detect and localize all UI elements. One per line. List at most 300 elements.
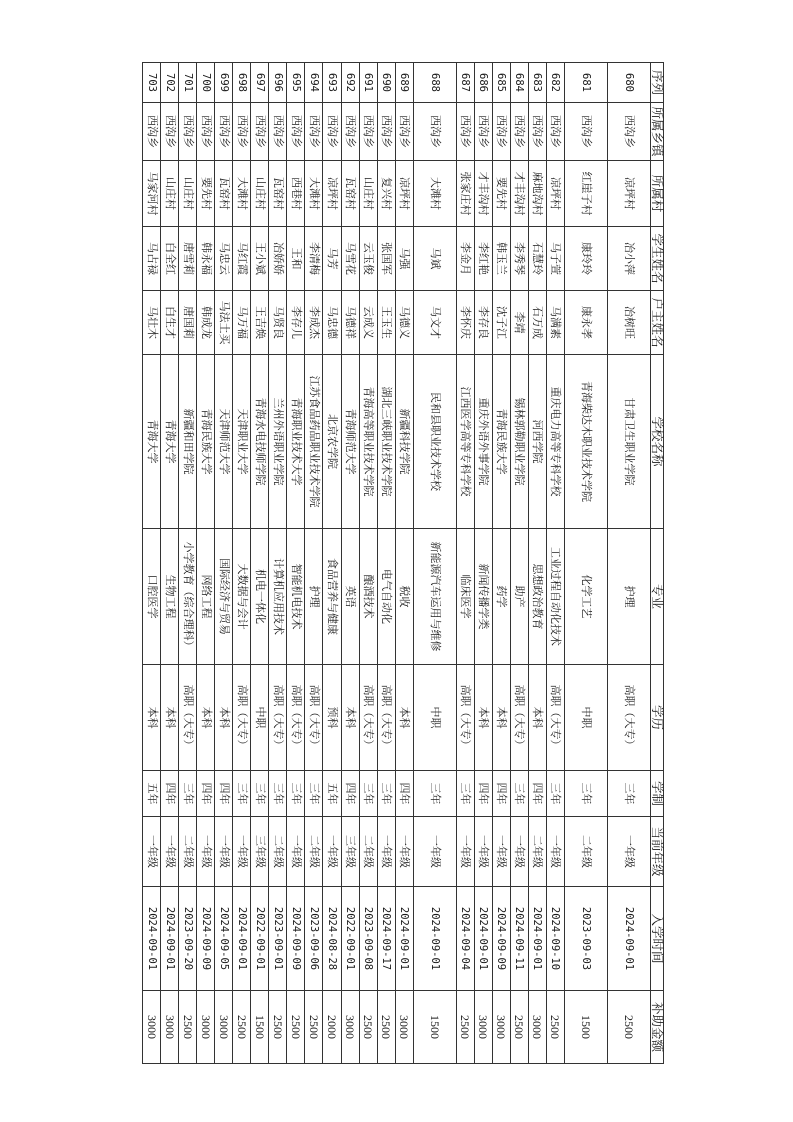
cell-town: 西沟乡	[395, 103, 413, 161]
cell-village: 大滩村	[413, 161, 456, 227]
cell-major: 机电一体化	[251, 529, 269, 665]
cell-householder: 白生才	[161, 291, 179, 355]
cell-enroll-date: 2024-09-10	[546, 887, 564, 991]
cell-school: 湖北三峡职业技术学院	[377, 355, 395, 529]
cell-seq: 690	[377, 63, 395, 103]
cell-grade: 一年级	[323, 817, 341, 887]
cell-major: 助产	[510, 529, 528, 665]
cell-householder: 马忠德	[323, 291, 341, 355]
cell-town: 西沟乡	[323, 103, 341, 161]
cell-enroll-date: 2024-09-01	[608, 887, 651, 991]
cell-grade: 一年级	[474, 817, 492, 887]
cell-amount: 2500	[305, 991, 323, 1064]
cell-enroll-date: 2024-09-01	[161, 887, 179, 991]
cell-education: 高职（大专）	[546, 665, 564, 771]
cell-householder: 王玉生	[377, 291, 395, 355]
cell-amount: 3000	[197, 991, 215, 1064]
header-town: 所属乡镇	[651, 103, 664, 161]
cell-student: 李秀琴	[510, 227, 528, 291]
cell-length: 三年	[251, 771, 269, 817]
cell-grade: 一年级	[492, 817, 510, 887]
cell-school: 青海师范大学	[341, 355, 359, 529]
cell-village: 大滩村	[233, 161, 251, 227]
cell-seq: 684	[510, 63, 528, 103]
cell-householder: 马贤良	[269, 291, 287, 355]
cell-enroll-date: 2023-09-06	[305, 887, 323, 991]
cell-major: 网络工程	[197, 529, 215, 665]
cell-enroll-date: 2023-09-20	[179, 887, 197, 991]
cell-enroll-date: 2024-09-01	[413, 887, 456, 991]
table-row	[341, 63, 359, 1064]
header-householder: 户主姓名	[651, 291, 664, 355]
table-row	[143, 63, 161, 1064]
cell-education: 本科	[197, 665, 215, 771]
header-village: 所属村	[651, 161, 664, 227]
cell-amount: 2500	[179, 991, 197, 1064]
cell-school: 重庆外语外事学院	[474, 355, 492, 529]
cell-length: 五年	[323, 771, 341, 817]
cell-length: 四年	[215, 771, 233, 817]
cell-seq: 689	[395, 63, 413, 103]
cell-town: 西沟乡	[197, 103, 215, 161]
cell-village: 山庄村	[179, 161, 197, 227]
cell-grade: 一年级	[413, 817, 456, 887]
cell-town: 西沟乡	[215, 103, 233, 161]
cell-seq: 681	[565, 63, 608, 103]
subsidy-table	[142, 62, 664, 1064]
cell-grade: 二年级	[305, 817, 323, 887]
cell-length: 三年	[305, 771, 323, 817]
cell-major: 新能源汽车运用与维修	[413, 529, 456, 665]
cell-seq: 703	[143, 63, 161, 103]
cell-village: 西巷村	[287, 161, 305, 227]
cell-amount: 2500	[546, 991, 564, 1064]
cell-major: 小学教育（综合理科）	[179, 529, 197, 665]
cell-major: 新闻传播学类	[474, 529, 492, 665]
cell-grade: 二年级	[359, 817, 377, 887]
cell-student: 李金月	[456, 227, 474, 291]
cell-school: 青海水电技师学院	[251, 355, 269, 529]
cell-amount: 2000	[323, 991, 341, 1064]
cell-village: 山庄村	[251, 161, 269, 227]
cell-education: 高职（大专）	[377, 665, 395, 771]
cell-amount: 2500	[287, 991, 305, 1064]
cell-town: 西沟乡	[565, 103, 608, 161]
header-major: 专业	[651, 529, 664, 665]
cell-major: 临床医学	[456, 529, 474, 665]
cell-school: 青海高等职业技术学院	[359, 355, 377, 529]
cell-student: 冶娇娇	[269, 227, 287, 291]
cell-grade: 一年级	[143, 817, 161, 887]
cell-length: 三年	[510, 771, 528, 817]
cell-enroll-date: 2024-09-01	[143, 887, 161, 991]
cell-amount: 3000	[395, 991, 413, 1064]
cell-school: 河西学院	[528, 355, 546, 529]
cell-major: 税收	[395, 529, 413, 665]
cell-amount: 3000	[215, 991, 233, 1064]
cell-seq: 686	[474, 63, 492, 103]
cell-student: 王和	[287, 227, 305, 291]
cell-seq: 702	[161, 63, 179, 103]
cell-enroll-date: 2024-09-17	[377, 887, 395, 991]
cell-length: 三年	[377, 771, 395, 817]
cell-enroll-date: 2024-09-09	[287, 887, 305, 991]
cell-amount: 2500	[359, 991, 377, 1064]
cell-student: 马忠云	[215, 227, 233, 291]
cell-school: 北京农学院	[323, 355, 341, 529]
cell-length: 四年	[341, 771, 359, 817]
cell-student: 马红霞	[233, 227, 251, 291]
cell-education: 高职（大专）	[233, 665, 251, 771]
cell-amount: 1500	[565, 991, 608, 1064]
cell-major: 计算机应用技术	[269, 529, 287, 665]
header-row	[651, 63, 664, 1064]
cell-student: 康玲玲	[565, 227, 608, 291]
cell-school: 天津职业大学	[233, 355, 251, 529]
cell-education: 本科	[341, 665, 359, 771]
cell-enroll-date: 2023-09-03	[565, 887, 608, 991]
cell-town: 西沟乡	[341, 103, 359, 161]
cell-town: 西沟乡	[269, 103, 287, 161]
cell-major: 口腔医学	[143, 529, 161, 665]
table-row	[546, 63, 564, 1064]
cell-town: 西沟乡	[510, 103, 528, 161]
cell-student: 韩永福	[197, 227, 215, 291]
cell-grade: 一年级	[233, 817, 251, 887]
cell-householder: 石万成	[528, 291, 546, 355]
cell-householder: 马万福	[233, 291, 251, 355]
cell-town: 西沟乡	[377, 103, 395, 161]
cell-enroll-date: 2024-09-01	[474, 887, 492, 991]
table-row	[323, 63, 341, 1064]
cell-student: 马占禄	[143, 227, 161, 291]
cell-major: 药学	[492, 529, 510, 665]
cell-student: 云玉俊	[359, 227, 377, 291]
cell-education: 高职（大专）	[305, 665, 323, 771]
cell-amount: 2500	[377, 991, 395, 1064]
table-row	[305, 63, 323, 1064]
cell-grade: 一年级	[395, 817, 413, 887]
cell-education: 高职（大专）	[269, 665, 287, 771]
cell-town: 西沟乡	[528, 103, 546, 161]
cell-student: 冶小萍	[608, 227, 651, 291]
cell-school: 民和县职业技术学校	[413, 355, 456, 529]
cell-seq: 691	[359, 63, 377, 103]
cell-grade: 一年级	[287, 817, 305, 887]
cell-village: 凉坪村	[546, 161, 564, 227]
table-row	[359, 63, 377, 1064]
cell-amount: 2500	[456, 991, 474, 1064]
header-grade: 当前年级	[651, 817, 664, 887]
cell-education: 本科	[395, 665, 413, 771]
cell-householder: 马文才	[413, 291, 456, 355]
cell-student: 唐雪莉	[179, 227, 197, 291]
cell-householder: 李成杰	[305, 291, 323, 355]
cell-school: 天津师范大学	[215, 355, 233, 529]
table-row	[215, 63, 233, 1064]
cell-village: 瓦窑村	[269, 161, 287, 227]
cell-education: 高职（大专）	[179, 665, 197, 771]
cell-grade: 三年级	[251, 817, 269, 887]
cell-householder: 康永孝	[565, 291, 608, 355]
cell-enroll-date: 2024-09-04	[456, 887, 474, 991]
cell-amount: 2500	[269, 991, 287, 1064]
cell-town: 西沟乡	[287, 103, 305, 161]
cell-enroll-date: 2023-09-08	[359, 887, 377, 991]
table-row	[413, 63, 456, 1064]
table-row	[528, 63, 546, 1064]
cell-length: 三年	[546, 771, 564, 817]
cell-householder: 马满素	[546, 291, 564, 355]
header-education: 学历	[651, 665, 664, 771]
cell-village: 凉坪村	[323, 161, 341, 227]
cell-village: 瓦窑村	[215, 161, 233, 227]
cell-school: 江苏食品药品职业技术学院	[305, 355, 323, 529]
cell-amount: 3000	[474, 991, 492, 1064]
cell-amount: 2500	[233, 991, 251, 1064]
cell-seq: 687	[456, 63, 474, 103]
cell-length: 三年	[413, 771, 456, 817]
cell-major: 食品营养与健康	[323, 529, 341, 665]
cell-grade: 一年级	[215, 817, 233, 887]
table-row	[287, 63, 305, 1064]
cell-school: 青海职业技术大学	[287, 355, 305, 529]
cell-village: 山庄村	[161, 161, 179, 227]
cell-enroll-date: 2024-09-01	[395, 887, 413, 991]
cell-length: 三年	[359, 771, 377, 817]
cell-length: 三年	[179, 771, 197, 817]
cell-town: 西沟乡	[474, 103, 492, 161]
cell-village: 红崖子村	[565, 161, 608, 227]
cell-major: 思想政治教育	[528, 529, 546, 665]
cell-major: 护理	[608, 529, 651, 665]
cell-householder: 李存良	[474, 291, 492, 355]
cell-school: 新疆和田学院	[179, 355, 197, 529]
table-row	[510, 63, 528, 1064]
cell-householder: 王吉焕	[251, 291, 269, 355]
cell-length: 四年	[474, 771, 492, 817]
cell-grade: 一年级	[377, 817, 395, 887]
cell-student: 马雪花	[341, 227, 359, 291]
table-row	[197, 63, 215, 1064]
cell-householder: 马德义	[395, 291, 413, 355]
cell-grade: 二年级	[565, 817, 608, 887]
cell-town: 西沟乡	[492, 103, 510, 161]
cell-town: 西沟乡	[179, 103, 197, 161]
cell-amount: 3000	[143, 991, 161, 1064]
cell-enroll-date: 2024-09-01	[233, 887, 251, 991]
cell-education: 本科	[215, 665, 233, 771]
cell-amount: 2500	[608, 991, 651, 1064]
cell-village: 才丰沟村	[510, 161, 528, 227]
cell-length: 四年	[197, 771, 215, 817]
cell-enroll-date: 2023-09-01	[269, 887, 287, 991]
cell-enroll-date: 2022-09-01	[251, 887, 269, 991]
cell-student: 马强	[395, 227, 413, 291]
cell-householder: 唐国莉	[179, 291, 197, 355]
cell-grade: 一年级	[197, 817, 215, 887]
table-body	[143, 63, 651, 1064]
cell-education: 本科	[528, 665, 546, 771]
cell-school: 重庆电力高等专科学校	[546, 355, 564, 529]
cell-education: 高职（大专）	[510, 665, 528, 771]
cell-student: 马子萱	[546, 227, 564, 291]
cell-student: 白全红	[161, 227, 179, 291]
cell-seq: 699	[215, 63, 233, 103]
table-row	[474, 63, 492, 1064]
cell-householder: 冶树旺	[608, 291, 651, 355]
cell-town: 西沟乡	[161, 103, 179, 161]
table-row	[161, 63, 179, 1064]
cell-village: 山庄村	[359, 161, 377, 227]
cell-grade: 一年级	[608, 817, 651, 887]
cell-amount: 3000	[528, 991, 546, 1064]
cell-education: 本科	[143, 665, 161, 771]
cell-village: 复兴村	[377, 161, 395, 227]
cell-village: 瓦窑村	[341, 161, 359, 227]
cell-major: 护理	[305, 529, 323, 665]
cell-length: 四年	[528, 771, 546, 817]
cell-village: 才丰沟村	[474, 161, 492, 227]
cell-student: 马芳	[323, 227, 341, 291]
cell-amount: 3000	[492, 991, 510, 1064]
cell-seq: 682	[546, 63, 564, 103]
table-row	[395, 63, 413, 1064]
cell-enroll-date: 2024-09-11	[510, 887, 528, 991]
cell-student: 韩玉兰	[492, 227, 510, 291]
cell-town: 西沟乡	[305, 103, 323, 161]
cell-length: 三年	[456, 771, 474, 817]
cell-length: 三年	[233, 771, 251, 817]
table-row	[233, 63, 251, 1064]
cell-grade: 二年级	[269, 817, 287, 887]
cell-student: 张国军	[377, 227, 395, 291]
cell-seq: 695	[287, 63, 305, 103]
table-row	[377, 63, 395, 1064]
table-row	[565, 63, 608, 1064]
cell-education: 中职	[251, 665, 269, 771]
table-row	[456, 63, 474, 1064]
cell-town: 西沟乡	[359, 103, 377, 161]
cell-length: 三年	[608, 771, 651, 817]
cell-householder: 沈子江	[492, 291, 510, 355]
cell-education: 中职	[565, 665, 608, 771]
cell-seq: 693	[323, 63, 341, 103]
cell-town: 西沟乡	[233, 103, 251, 161]
cell-village: 凉坪村	[395, 161, 413, 227]
cell-major: 工业过程自动化技术	[546, 529, 564, 665]
cell-student: 李红艳	[474, 227, 492, 291]
cell-school: 青海大学	[161, 355, 179, 529]
header-student: 学生姓名	[651, 227, 664, 291]
cell-seq: 683	[528, 63, 546, 103]
cell-length: 四年	[492, 771, 510, 817]
cell-grade: 一年级	[456, 817, 474, 887]
cell-village: 张家庄村	[456, 161, 474, 227]
cell-school: 青海民族大学	[492, 355, 510, 529]
cell-amount: 3000	[161, 991, 179, 1064]
cell-student: 王小斌	[251, 227, 269, 291]
cell-grade: 二年级	[528, 817, 546, 887]
cell-town: 西沟乡	[143, 103, 161, 161]
subsidy-table-sheet	[142, 62, 664, 1063]
cell-grade: 二年级	[179, 817, 197, 887]
header-school: 学校名称	[651, 355, 664, 529]
cell-grade: 一年级	[161, 817, 179, 887]
cell-enroll-date: 2024-08-28	[323, 887, 341, 991]
cell-village: 要先村	[492, 161, 510, 227]
cell-enroll-date: 2022-09-01	[341, 887, 359, 991]
cell-education: 高职（大专）	[287, 665, 305, 771]
cell-householder: 马壮木	[143, 291, 161, 355]
cell-householder: 李怀庆	[456, 291, 474, 355]
cell-major: 电气自动化	[377, 529, 395, 665]
cell-seq: 701	[179, 63, 197, 103]
cell-seq: 700	[197, 63, 215, 103]
table-row	[179, 63, 197, 1064]
cell-town: 西沟乡	[608, 103, 651, 161]
cell-major: 大数据与会计	[233, 529, 251, 665]
cell-householder: 李靖	[510, 291, 528, 355]
table-row	[251, 63, 269, 1064]
cell-school: 青海民族大学	[197, 355, 215, 529]
cell-student: 马斌	[413, 227, 456, 291]
cell-grade: 一年级	[510, 817, 528, 887]
cell-school: 新疆科技学院	[395, 355, 413, 529]
table-row	[608, 63, 651, 1064]
cell-major: 酿酒技术	[359, 529, 377, 665]
header-enroll-date: 入学时间	[651, 887, 664, 991]
cell-seq: 680	[608, 63, 651, 103]
cell-village: 凉坪村	[608, 161, 651, 227]
cell-seq: 685	[492, 63, 510, 103]
cell-length: 五年	[143, 771, 161, 817]
cell-town: 西沟乡	[251, 103, 269, 161]
cell-length: 三年	[287, 771, 305, 817]
cell-student: 李清梅	[305, 227, 323, 291]
cell-seq: 694	[305, 63, 323, 103]
cell-amount: 2500	[510, 991, 528, 1064]
cell-amount: 3000	[341, 991, 359, 1064]
cell-amount: 1500	[251, 991, 269, 1064]
cell-village: 大滩村	[305, 161, 323, 227]
cell-major: 国际经济与贸易	[215, 529, 233, 665]
cell-town: 西沟乡	[413, 103, 456, 161]
cell-village: 要先村	[197, 161, 215, 227]
cell-school: 青海大学	[143, 355, 161, 529]
cell-enroll-date: 2024-09-09	[197, 887, 215, 991]
cell-school: 青海柴达木职业技术学院	[565, 355, 608, 529]
header-seq: 序列	[651, 63, 664, 103]
cell-grade: 一年级	[546, 817, 564, 887]
cell-seq: 692	[341, 63, 359, 103]
cell-enroll-date: 2024-09-01	[528, 887, 546, 991]
cell-village: 麻地沟村	[528, 161, 546, 227]
cell-education: 本科	[492, 665, 510, 771]
cell-grade: 三年级	[341, 817, 359, 887]
cell-length: 三年	[565, 771, 608, 817]
cell-length: 四年	[161, 771, 179, 817]
cell-student: 石慧玲	[528, 227, 546, 291]
cell-seq: 697	[251, 63, 269, 103]
table-row	[492, 63, 510, 1064]
cell-seq: 688	[413, 63, 456, 103]
cell-major: 生物工程	[161, 529, 179, 665]
cell-enroll-date: 2024-09-09	[492, 887, 510, 991]
cell-householder: 马法土买	[215, 291, 233, 355]
cell-major: 化学工艺	[565, 529, 608, 665]
cell-town: 西沟乡	[546, 103, 564, 161]
